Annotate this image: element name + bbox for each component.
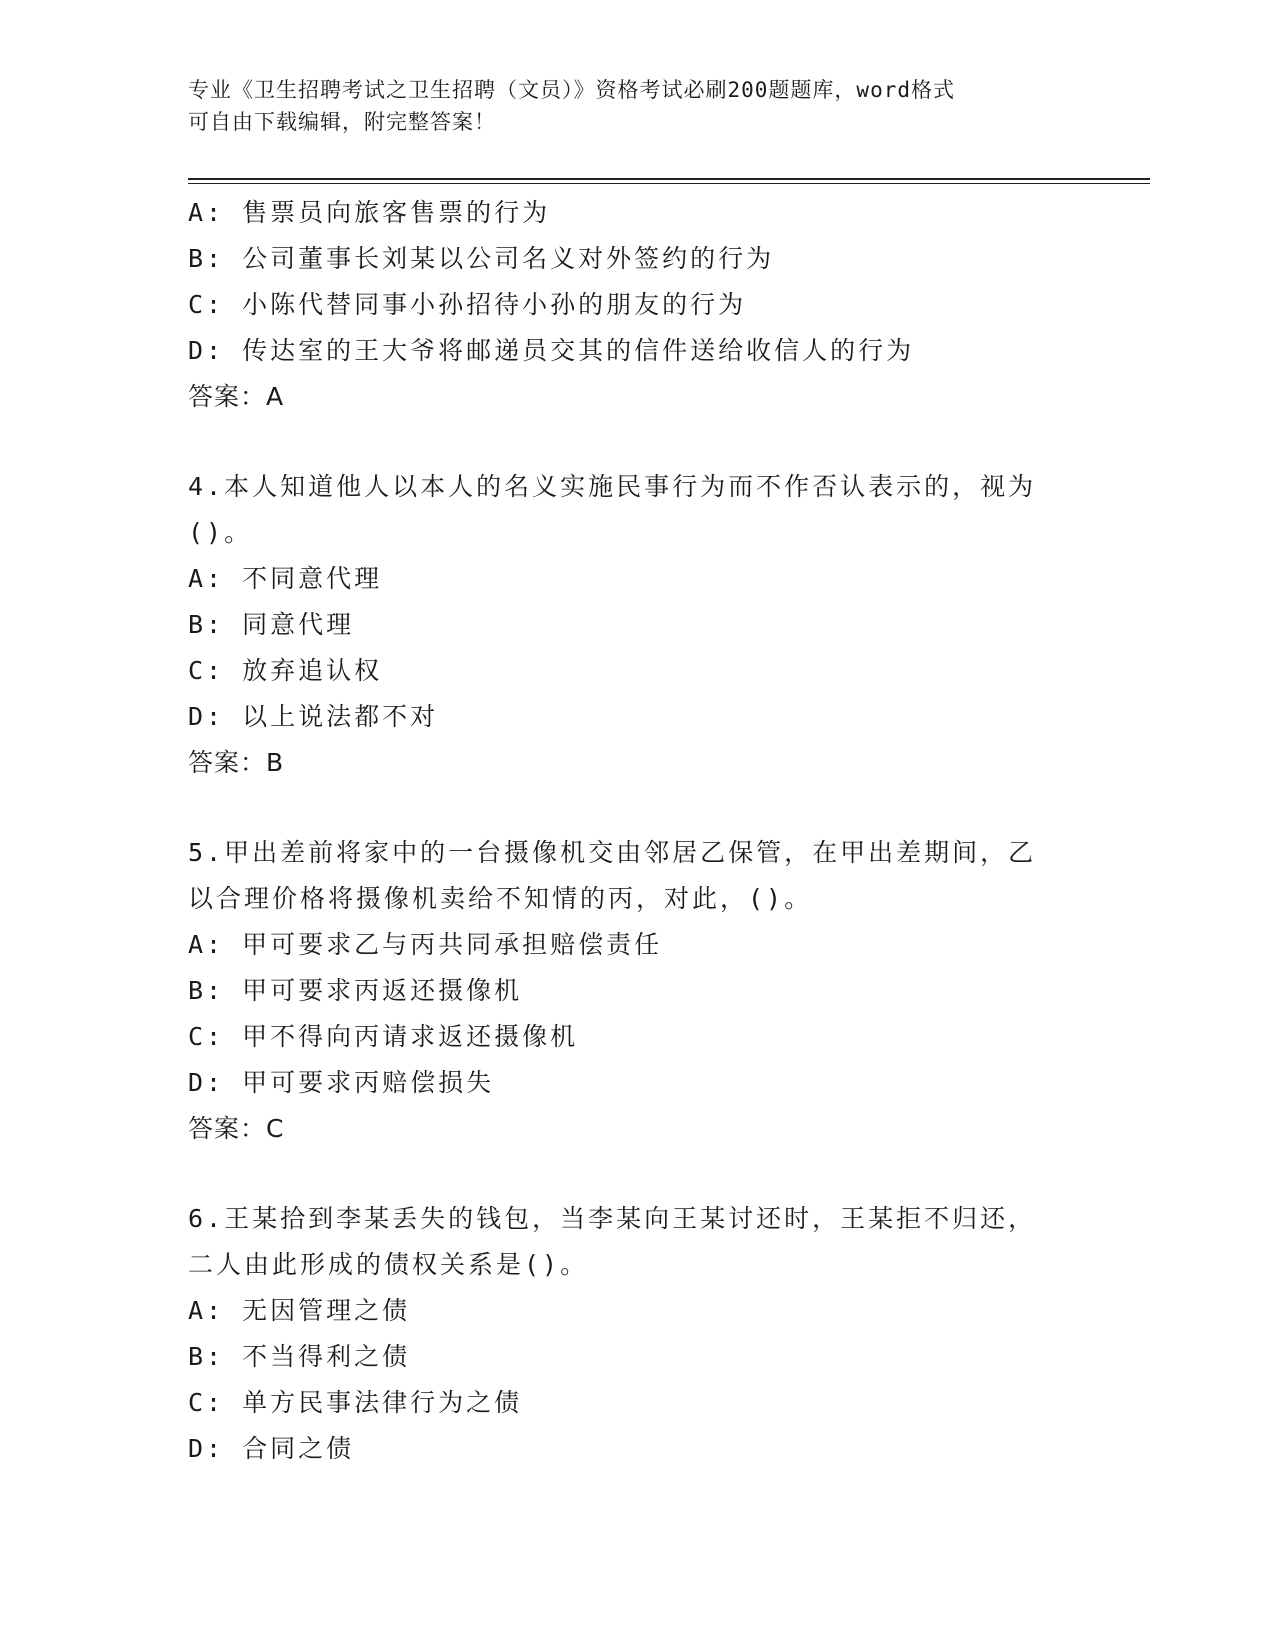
- option-c: C: 放弃追认权: [188, 656, 383, 685]
- header-divider-thick: [188, 178, 1150, 180]
- question-stem-line2: ()。: [188, 518, 253, 547]
- option-b: B: 甲可要求丙返还摄像机: [188, 976, 523, 1005]
- option-d: D: 以上说法都不对: [188, 702, 439, 731]
- option-b: B: 同意代理: [188, 610, 355, 639]
- answer-label: 答案：C: [188, 1114, 285, 1143]
- option-d: D: 传达室的王大爷将邮递员交其的信件送给收信人的行为: [188, 336, 915, 365]
- question-6: [188, 1196, 1088, 1472]
- header-title-line1: 专业《卫生招聘考试之卫生招聘（文员）》资格考试必刷200题题库，word格式: [188, 78, 955, 102]
- question-stem-line2: 以合理价格将摄像机卖给不知情的丙，对此，()。: [188, 884, 813, 913]
- question-stem-line1: 4.本人知道他人以本人的名义实施民事行为而不作否认表示的，视为: [188, 472, 1037, 501]
- question-5: [188, 830, 1088, 1152]
- option-d: D: 合同之债: [188, 1434, 355, 1463]
- option-c: C: 小陈代替同事小孙招待小孙的朋友的行为: [188, 290, 747, 319]
- question-3: [188, 190, 1088, 420]
- option-a: A: 无因管理之债: [188, 1296, 411, 1325]
- question-list: [188, 190, 1088, 1472]
- option-a: A: 不同意代理: [188, 564, 383, 593]
- question-stem-line1: 5.甲出差前将家中的一台摄像机交由邻居乙保管，在甲出差期间，乙: [188, 838, 1037, 867]
- header-divider-thin: [188, 183, 1150, 184]
- option-b: B: 公司董事长刘某以公司名义对外签约的行为: [188, 244, 775, 273]
- question-4: [188, 464, 1088, 786]
- header-title-line2: 可自由下载编辑，附完整答案！: [188, 110, 496, 134]
- option-a: A: 售票员向旅客售票的行为: [188, 198, 551, 227]
- option-a: A: 甲可要求乙与丙共同承担赔偿责任: [188, 930, 663, 959]
- option-d: D: 甲可要求丙赔偿损失: [188, 1068, 495, 1097]
- question-stem-line2: 二人由此形成的债权关系是()。: [188, 1250, 589, 1279]
- option-c: C: 甲不得向丙请求返还摄像机: [188, 1022, 579, 1051]
- answer-label: 答案：B: [188, 748, 285, 777]
- option-b: B: 不当得利之债: [188, 1342, 411, 1371]
- option-c: C: 单方民事法律行为之债: [188, 1388, 523, 1417]
- answer-label: 答案：A: [188, 382, 285, 411]
- document-header: [188, 74, 1068, 138]
- question-stem-line1: 6.王某拾到李某丢失的钱包，当李某向王某讨还时，王某拒不归还，: [188, 1204, 1037, 1233]
